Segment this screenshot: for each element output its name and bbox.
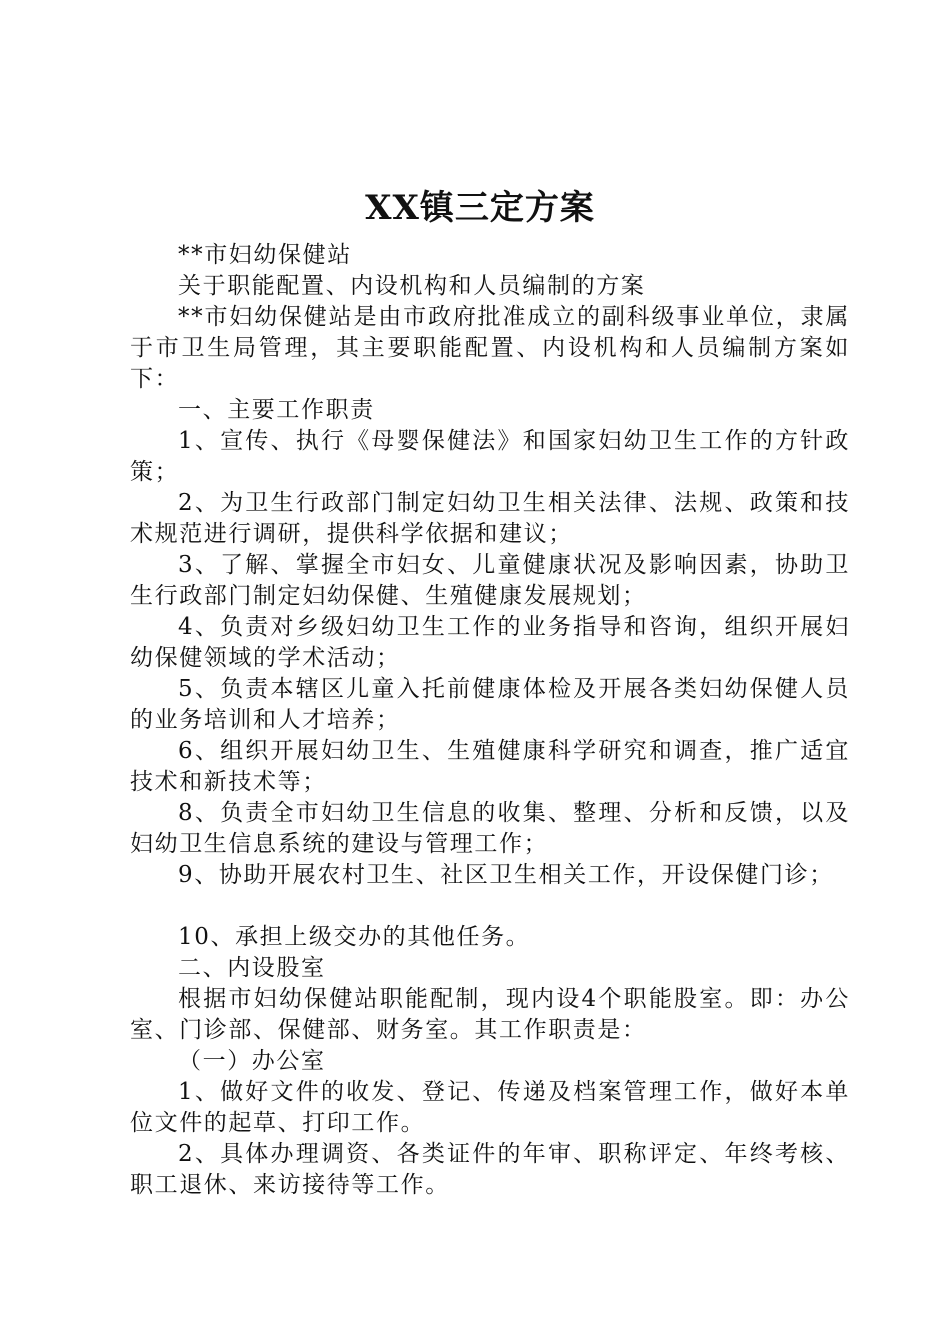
paragraph: **市妇幼保健站: [178, 242, 352, 268]
paragraph: 根据市妇幼保健站职能配制，现内设4个职能股室。即：办公室、门诊部、保健部、财务室。其工作职责是：: [130, 986, 850, 1043]
list-item: 2、为卫生行政部门制定妇幼卫生相关法律、法规、政策和技术规范进行调研，提供科学依据和建议；: [130, 490, 850, 547]
list-item: 4、负责对乡级妇幼卫生工作的业务指导和咨询，组织开展妇幼保健领域的学术活动；: [130, 614, 850, 671]
list-item: 3、了解、掌握全市妇女、儿童健康状况及影响因素，协助卫生行政部门制定妇幼保健、生殖健康发展规划；: [130, 552, 850, 609]
paragraph: **市妇幼保健站是由市政府批准成立的副科级事业单位，隶属于市卫生局管理，其主要职能配置、内设机构和人员编制方案如下：: [130, 304, 850, 392]
document-body: [130, 240, 850, 1201]
list-item: 9、协助开展农村卫生、社区卫生相关工作，开设保健门诊；: [178, 862, 834, 888]
document-title: XX镇三定方案: [365, 188, 595, 228]
section-heading: 二、内设股室: [178, 955, 326, 981]
subsection-heading: （一）办公室: [178, 1048, 326, 1074]
list-item: 8、负责全市妇幼卫生信息的收集、整理、分析和反馈，以及妇幼卫生信息系统的建设与管理工作；: [130, 800, 850, 857]
list-item: 10、承担上级交办的其他任务。: [178, 924, 531, 950]
list-item: 5、负责本辖区儿童入托前健康体检及开展各类妇幼保健人员的业务培训和人才培养；: [130, 676, 850, 733]
paragraph: 关于职能配置、内设机构和人员编制的方案: [178, 273, 646, 299]
list-item: 2、具体办理调资、各类证件的年审、职称评定、年终考核、职工退休、来访接待等工作。: [130, 1141, 850, 1198]
list-item: 1、宣传、执行《母婴保健法》和国家妇幼卫生工作的方针政策；: [130, 428, 850, 485]
list-item: 1、做好文件的收发、登记、传递及档案管理工作，做好本单位文件的起草、打印工作。: [130, 1079, 850, 1136]
list-item: 6、组织开展妇幼卫生、生殖健康科学研究和调查，推广适宜技术和新技术等；: [130, 738, 850, 795]
section-heading: 一、主要工作职责: [178, 397, 375, 423]
